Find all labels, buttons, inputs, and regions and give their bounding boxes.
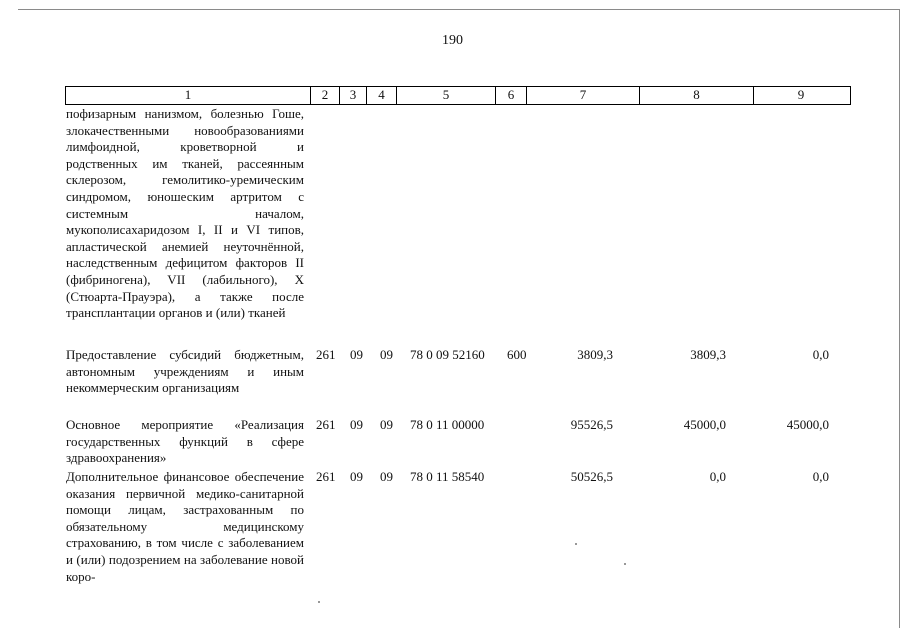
page-number: 190 <box>442 33 463 48</box>
header-col-1: 1 <box>184 87 192 102</box>
table-header <box>65 86 851 105</box>
row-col-3: 09 <box>350 347 363 362</box>
row-col-2: 261 <box>316 417 336 432</box>
row-col-8: 45000,0 <box>683 417 726 432</box>
header-col-7: 7 <box>526 87 639 104</box>
row-col-8: 0,0 <box>709 469 726 484</box>
row-description: Дополнительное финансовое обеспечение оказания первичной медико-санитарной помощи лицам, застрахованным по обязательному медицинскому страхованию, в том числе с заболеванием и (или) подозрением на заболевание новой коро- <box>66 469 304 584</box>
page-frame-right <box>899 9 900 628</box>
row-description: Предоставление субсидий бюджетным, автономным учреждениям и иным некоммерческим организациям <box>66 347 304 396</box>
row-col-4: 09 <box>380 347 393 362</box>
header-col-9: 9 <box>753 87 848 104</box>
row-col-8: 3809,3 <box>690 347 726 362</box>
scan-speck <box>624 563 626 565</box>
scan-speck <box>575 543 577 545</box>
row-col-9: 45000,0 <box>786 417 829 432</box>
header-col-2: 2 <box>310 87 339 104</box>
row-col-7: 50526,5 <box>570 469 613 484</box>
row-col-3: 09 <box>350 417 363 432</box>
scan-speck <box>318 601 320 603</box>
header-col-8: 8 <box>639 87 753 104</box>
row-description: пофизарным нанизмом, болезнью Гоше, злокачественными новообразованиями лимфоидной, кроветворной и родственных им тканей, рассеянным склерозом, гемолитико-уремическим синдромом, юношеским артритом с системным началом, мукополисахаридозом I, II и VI типов, апластической анемией неуточнённой, наследственным дефицитом факторов II (фибриногена), VII (лабильного), X (Стюарта-Прауэра), а также после трансплантации органов и (или) тканей <box>66 106 304 321</box>
header-col-3: 3 <box>339 87 366 104</box>
row-col-2: 261 <box>316 469 336 484</box>
row-col-6: 600 <box>507 347 527 362</box>
row-col-4: 09 <box>380 469 393 484</box>
row-col-9: 0,0 <box>812 469 829 484</box>
header-col-5: 5 <box>396 87 495 104</box>
row-col-5: 78 0 09 52160 <box>410 347 485 362</box>
row-col-5: 78 0 11 00000 <box>410 417 485 432</box>
row-description: Основное мероприятие «Реализация государственных функций в сфере здравоохранения» <box>66 417 304 466</box>
row-col-2: 261 <box>316 347 336 362</box>
row-col-9: 0,0 <box>812 347 829 362</box>
header-col-4: 4 <box>366 87 396 104</box>
row-col-4: 09 <box>380 417 393 432</box>
row-col-7: 3809,3 <box>577 347 613 362</box>
header-col-6: 6 <box>495 87 526 104</box>
row-col-3: 09 <box>350 469 363 484</box>
row-col-5: 78 0 11 58540 <box>410 469 485 484</box>
page-frame-top <box>18 9 899 10</box>
row-col-7: 95526,5 <box>570 417 613 432</box>
